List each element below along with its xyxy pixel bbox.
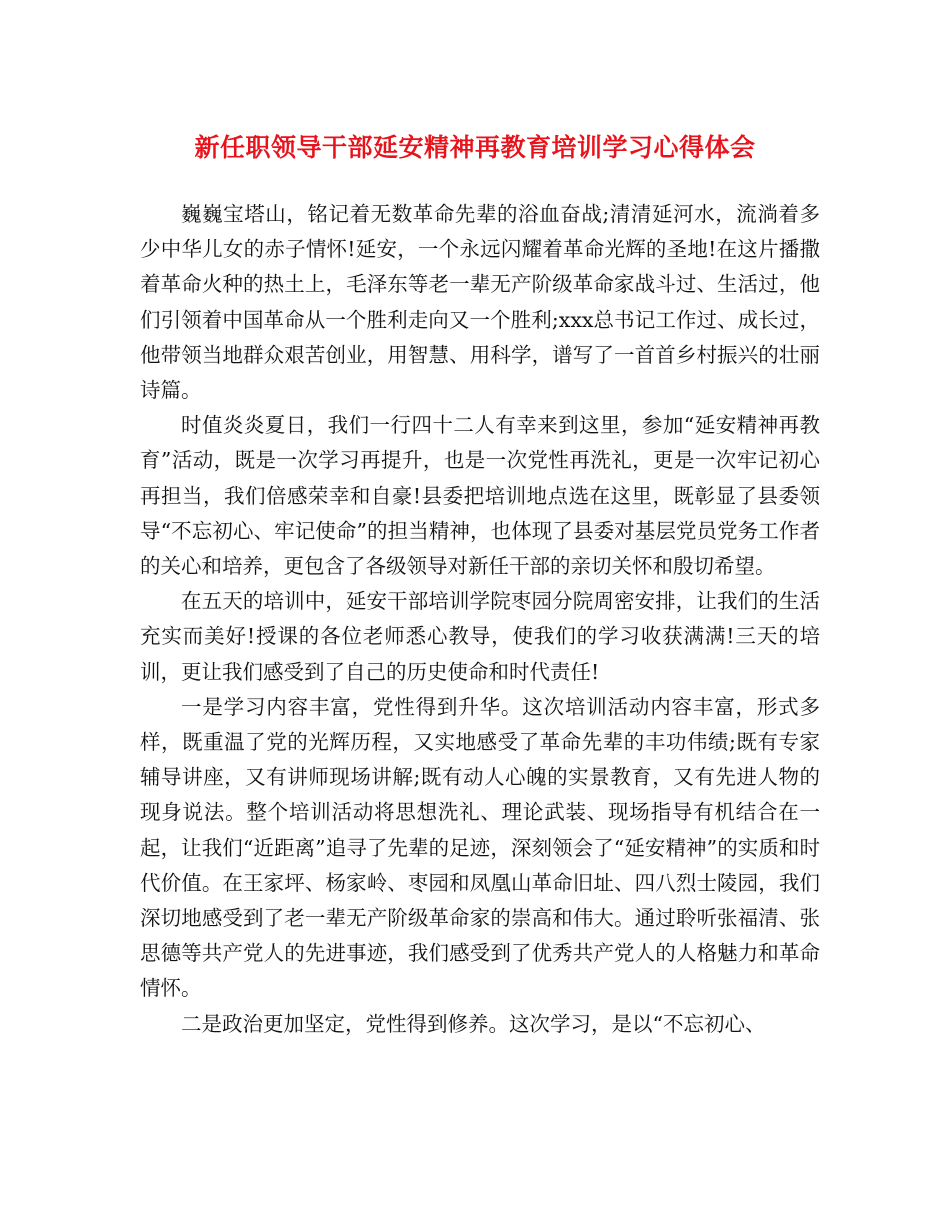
paragraph-3: 在五天的培训中，延安干部培训学院枣园分院周密安排，让我们的生活充实而美好!授课的各位老师悉心教导，使我们的学习收获满满!三天的培训，更让我们感受到了自己的历史使命和时代责任! <box>140 589 820 684</box>
document-body <box>140 197 820 1042</box>
paragraph-1: 巍巍宝塔山，铭记着无数革命先辈的浴血奋战;清清延河水，流淌着多少中华儿女的赤子情怀!延安，一个永远闪耀着革命光辉的圣地!在这片播撒着革命火种的热土上，毛泽东等老一辈无产阶级革命家战斗过、生活过，他们引领着中国革命从一个胜利走向又一个胜利;xxx总书记工作过、成长过，他带领当地群众艰苦创业，用智慧、用科学，谱写了一首首乡村振兴的壮丽诗篇。 <box>140 202 820 403</box>
paragraph-2: 时值炎炎夏日，我们一行四十二人有幸来到这里，参加“延安精神再教育”活动，既是一次学习再提升，也是一次党性再洗礼，更是一次牢记初心再担当，我们倍感荣幸和自豪!县委把培训地点选在这里，既彰显了县委领导“不忘初心、牢记使命”的担当精神，也体现了县委对基层党员党务工作者的关心和培养，更包含了各级领导对新任干部的亲切关怀和殷切希望。 <box>140 413 820 579</box>
paragraph-4: 一是学习内容丰富，党性得到升华。这次培训活动内容丰富，形式多样，既重温了党的光辉历程，又实地感受了革命先辈的丰功伟绩;既有专家辅导讲座，又有讲师现场讲解;既有动人心魄的实景教育，又有先进人物的现身说法。整个培训活动将思想洗礼、理论武装、现场指导有机结合在一起，让我们“近距离”追寻了先辈的足迹，深刻领会了“延安精神”的实质和时代价值。在王家坪、杨家岭、枣园和凤凰山革命旧址、四八烈士陵园，我们深切地感受到了老一辈无产阶级革命家的崇高和伟大。通过聆听张福清、张思德等共产党人的先进事迹，我们感受到了优秀共产党人的人格魅力和革命情怀。 <box>140 694 820 1001</box>
document-title: 新任职领导干部延安精神再教育培训学习心得体会 <box>194 133 756 162</box>
paragraph-5: 二是政治更加坚定，党性得到修养。这次学习，是以“不忘初心、 <box>181 1011 766 1036</box>
